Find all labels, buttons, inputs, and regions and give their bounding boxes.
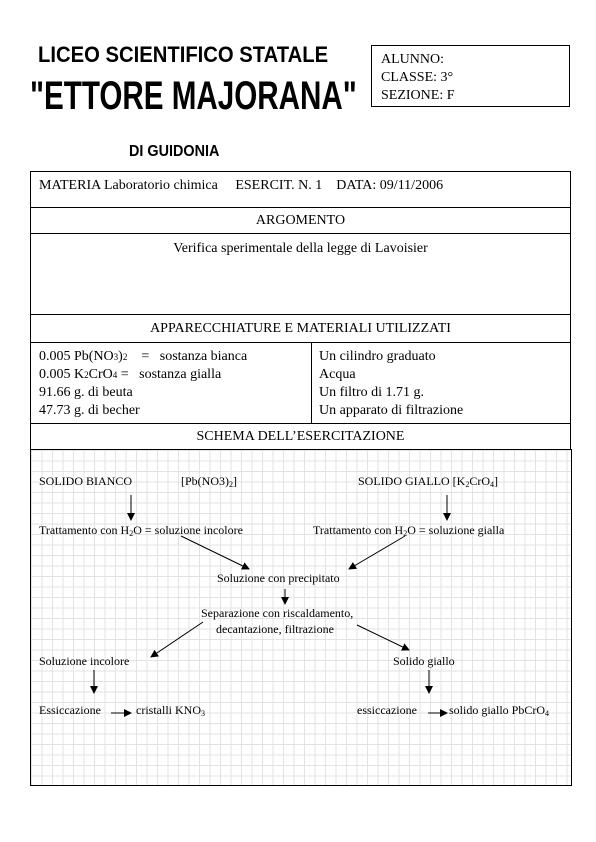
cristalli-kno3: cristalli KNO3 [136,703,205,718]
argomento-text: Verifica sperimentale della legge di Lavoisier [30,233,571,315]
material-item: Un apparato di filtrazione [319,403,464,418]
arrow-right-to-precipitato [349,536,405,569]
arrow-left-to-precipitato [181,536,249,569]
apparecchiature-body [30,342,571,424]
material-pb-line: 0.005 Pb(NO3)2 = sostanza bianca [39,349,248,364]
material-item: Un filtro di 1.71 g. [319,385,424,400]
soluzione-precipitato: Soluzione con precipitato [217,571,340,585]
soluzione-incolore: Soluzione incolore [39,654,130,668]
school-name-line2: "ETTORE MAJORANA" [30,74,357,118]
schema-diagram [30,449,572,786]
separazione-line1: Separazione con riscaldamento, [201,606,354,620]
solido-giallo-pbcro4: solido giallo PbCrO4 [449,703,550,718]
material-beuta-line: 91.66 g. di beuta [39,385,133,400]
info-row [30,171,571,208]
solido-bianco-label: SOLIDO BIANCO [39,474,132,488]
sezione-label: SEZIONE: F [381,88,455,103]
materials-right-column [319,348,463,420]
alunno-label: ALUNNO: [381,52,444,67]
student-info-box [371,45,570,107]
solido-giallo-label: SOLIDO GIALLO [K2CrO4] [358,474,498,489]
classe-label: CLASSE: 3° [381,70,454,85]
materials-left-column [39,348,247,420]
apparecchiature-heading: APPARECCHIATURE E MATERIALI UTILIZZATI [30,314,571,343]
school-name-line1: LICEO SCIENTIFICO STATALE [38,42,329,67]
arrow-to-incolore [151,622,203,657]
materia-label: MATERIA Laboratorio chimica [39,178,218,193]
material-item: Acqua [319,367,356,382]
trattamento-incolore: Trattamento con H2O = soluzione incolore [39,523,243,538]
material-item: Un cilindro graduato [319,349,436,364]
formula-bianco: [Pb(NO3)2] [181,474,237,489]
trattamento-gialla: Trattamento con H2O = soluzione gialla [313,523,505,538]
school-name-line3: DI GUIDONIA [129,143,220,160]
solido-giallo-out: Solido giallo [393,654,455,668]
separazione-line2: decantazione, filtrazione [216,622,334,636]
material-becher-line: 47.73 g. di becher [39,403,140,418]
esercit-label: ESERCIT. N. 1 [235,178,323,193]
column-divider [311,343,312,423]
argomento-heading: ARGOMENTO [30,207,571,234]
schema-heading: SCHEMA DELL’ESERCITAZIONE [30,423,571,450]
essiccazione-right: essiccazione [357,703,417,717]
arrow-to-giallo [357,625,409,650]
data-label: DATA: 09/11/2006 [336,178,444,193]
material-k-line: 0.005 K2CrO4 = sostanza gialla [39,367,222,382]
essiccazione-left: Essiccazione [39,703,101,717]
